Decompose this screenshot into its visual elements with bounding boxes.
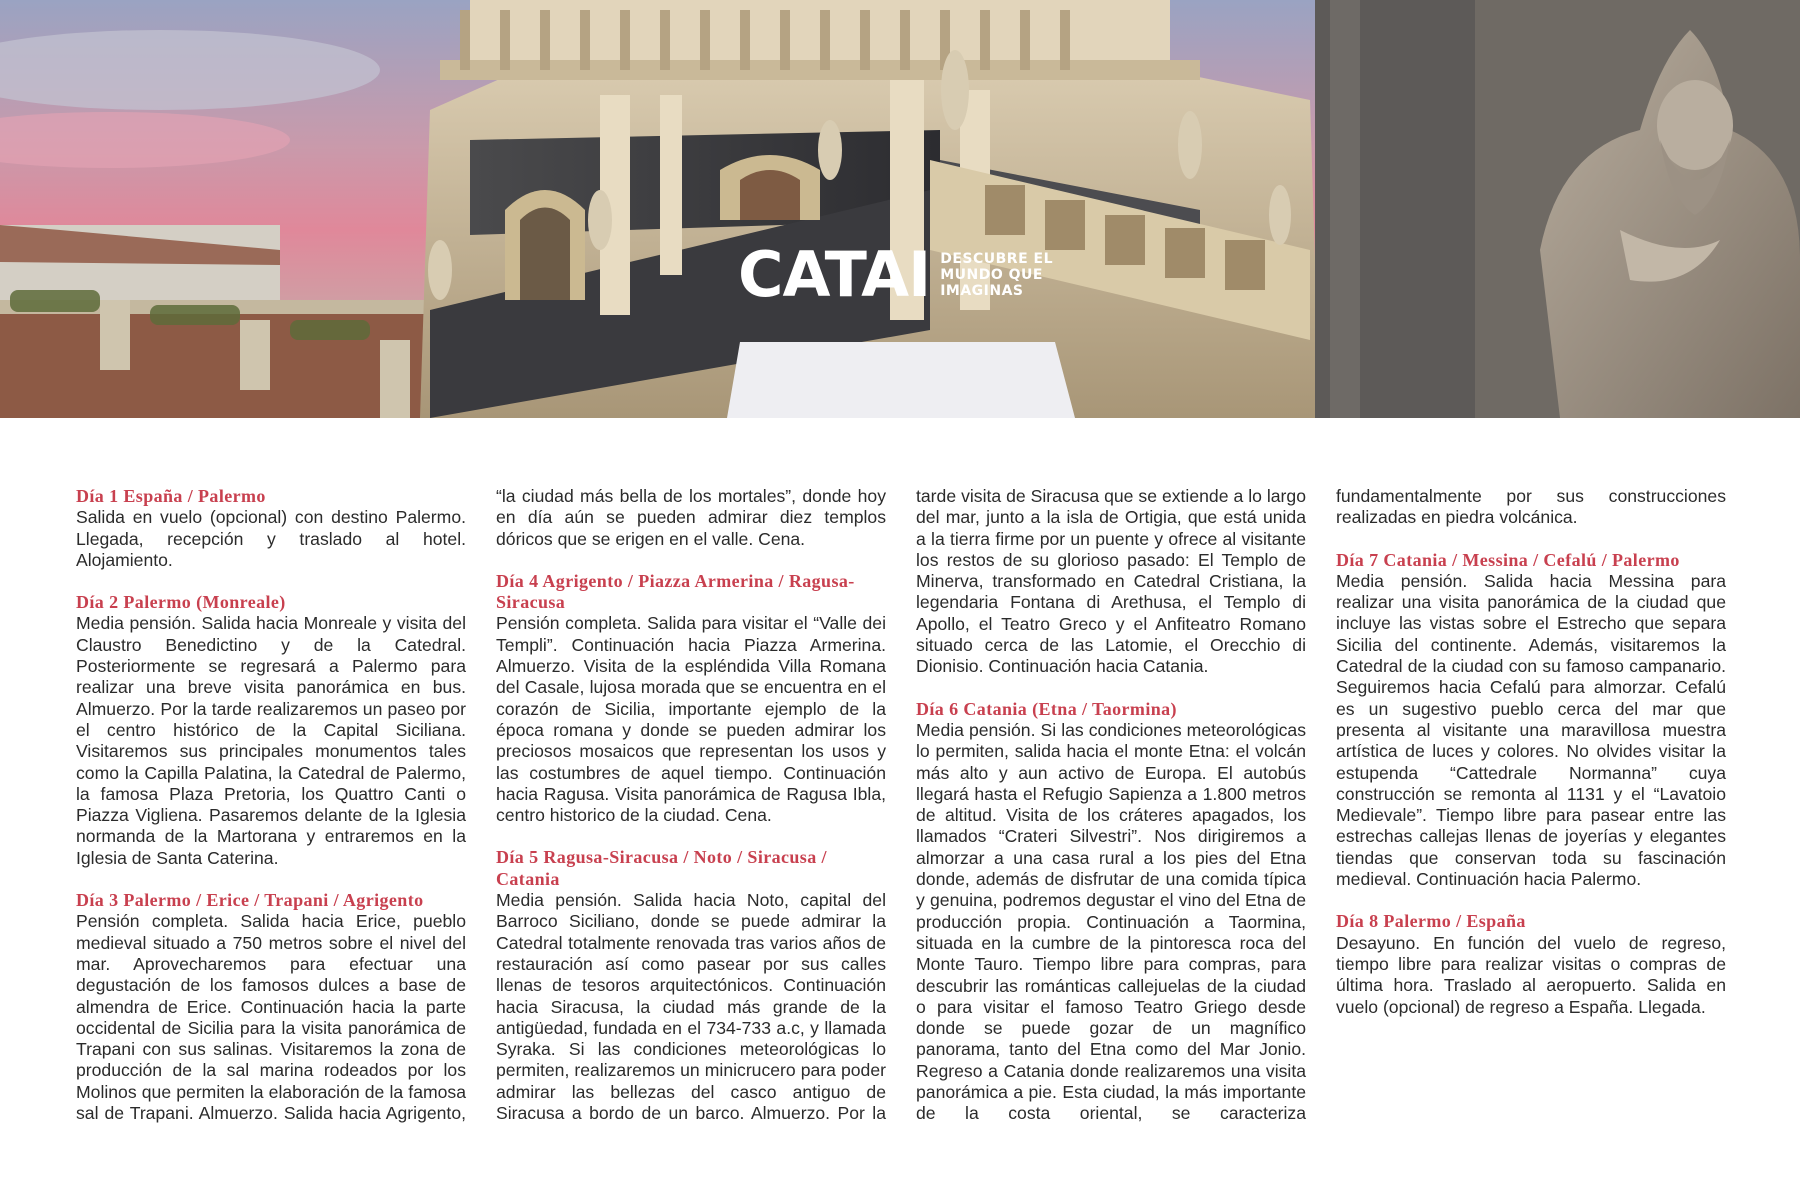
itinerary-day: [1336, 550, 1726, 891]
itinerary-columns: [76, 486, 1726, 1136]
day-description: Media pensión. Salida hacia Monreale y visita del Claustro Benedictino y de la Catedral. Posteriormente se regresará a Palermo para realizar una breve visita panorámica en bus. Almuerzo. Por la tarde realizaremos un paseo por el centro histórico de la Capital Siciliana. Visitaremos sus principales monumentos tales como la Capilla Palatina, la Catedral de Palermo, la famosa Plaza Pretoria, los Quattro Canti o Piazza Vigliena. Pasaremos delante de la Iglesia normanda de la Martorana y entraremos en la Iglesia de Santa Caterina.: [76, 613, 466, 868]
day-description: Pensión completa. Salida hacia Erice, pueblo medieval situado a 750 metros sobre el nivel del mar. Aprovecharemos para efectuar una degustación de los famosos dulces a base de almendra de Erice. Continuación hacia la parte occidental de Sicilia para la visita panorámica de Trapani con sus salinas. Visitaremos la zona de producción de la sal marina rodeados por los Molinos que permiten la elaboración de la famosa sal de Trapani. Almuerzo. Salida hacia Agrigento, “la ciudad más bella de los mortales”, donde hoy en día aún se pueden admirar diez templos dóricos que se erigen en el valle. Cena.: [76, 486, 886, 1124]
brand-tagline: [940, 251, 1053, 299]
itinerary-day: [76, 592, 466, 869]
day-title: Día 1 España / Palermo: [76, 486, 266, 506]
day-description: Pensión completa. Salida para visitar el “Valle dei Templi”. Continuación hacia Piazza Armerina. Almuerzo. Visita de la espléndida Villa Romana del Casale, lujosa morada que se encuentra en el corazón de Sicilia, importante ejemplo de la época romana y donde se pueden admirar los preciosos mosaicos que representan los usos y las costumbres de aquel tiempo. Continuación hacia Ragusa. Visita panorámica de Ragusa Ibla, centro historico de la ciudad. Cena.: [496, 613, 886, 826]
cathedral-illustration: [0, 0, 1800, 418]
day-title: Día 4 Agrigento / Piazza Armerina / Ragusa-Siracusa: [496, 570, 855, 613]
day-description: Salida en vuelo (opcional) con destino Palermo. Llegada, recepción y traslado al hotel. Alojamiento.: [76, 507, 466, 570]
tagline-line: DESCUBRE EL: [940, 251, 1053, 267]
itinerary-day: [496, 571, 886, 827]
header-photo: [0, 0, 1800, 418]
day-title: Día 7 Catania / Messina / Cefalú / Palermo: [1336, 549, 1680, 570]
day-title: Día 2 Palermo (Monreale): [76, 592, 286, 613]
itinerary-day: [1336, 911, 1726, 1017]
day-description: Desayuno. En función del vuelo de regreso, tiempo libre para realizar visitas o compras de última hora. Traslado al aeropuerto. Salida en vuelo (opcional) de regreso a España. Llegada.: [1336, 932, 1726, 1017]
day-title: Día 6 Catania (Etna / Taormina): [916, 698, 1177, 719]
brand-name: CATAI: [738, 238, 931, 311]
day-description: Media pensión. Salida hacia Noto, capital del Barroco Siciliano, donde se puede admirar la Catedral totalmente renovada tras varios años de restauración así como pasear por sus calles llenas de tesoros arquitectónicos. Continuación hacia Siracusa, la ciudad más grande de la antigüedad, fundada en el 734-733 a.c, y llamada Syraka. Si las condiciones meteorológicas lo permiten, realizaremos un minicrucero para poder admirar las bellezas del casco antiguo de Siracusa a bordo de un barco. Almuerzo. Por la tarde visita de Siracusa que se extiende a lo largo del mar, junto a la isla de Ortigia, que está unida a la tierra firme por un puente y ofrece al visitante los restos de su glorioso pasado: El Templo de Minerva, transformado en Catedral Cristiana, la legendaria Fontana di Arethusa, el Templo di Apollo, el Teatro Greco y el Anfiteatro Romano situado cerca de las Latomie, el Orecchio di Dionisio. Continuación hacia Catania.: [496, 486, 1306, 1124]
day-title: Día 5 Ragusa-Siracusa / Noto / Siracusa / Catania: [496, 847, 827, 889]
tagline-line: IMAGINAS: [940, 283, 1024, 299]
day-title: Día 8 Palermo / España: [1336, 911, 1526, 932]
tagline-line: MUNDO QUE: [940, 267, 1043, 283]
day-description: Media pensión. Salida hacia Messina para realizar una visita panorámica de la ciudad que incluye las vistas sobre el Estrecho que separa Sicilia del continente. Además, visitaremos la Catedral de la ciudad con su famoso campanario. Seguiremos hacia Cefalú para almorzar. Cefalú es un sugestivo pueblo cerca del mar que presenta al visitante una maravillosa muestra artística de luces y colores. No olvides visitar la estupenda “Cattedrale Normanna” cuya construcción se remonta al 1131 y el “Lavatoio Medievale”. Tiempo libre para pasear entre las estrechas callejas llenas de joyerías y elegantes tiendas que conservan toda su fascinación medieval. Continuación hacia Palermo.: [1336, 570, 1726, 890]
catai-logo: [738, 240, 1053, 310]
itinerary-day: [76, 486, 466, 571]
day-description: Media pensión. Si las condiciones meteorológicas lo permiten, salida hacia el monte Etna: el volcán más alto y aun activo de Europa. El autobús llegará hasta el Refugio Sapienza a 1.800 metros de altitud. Visita de los cráteres apagados, los llamados “Crateri Silvestri”. Nos dirigiremos a almorzar a una casa rural a los pies del Etna donde, además de disfrutar de una comida típica y genuina, podremos degustar el vino del Etna de producción propia. Continuación a Taormina, situada en la cumbre de la pintoresca roca del Monte Tauro. Tiempo libre para compras, para descubrir las románticas callejuelas de la ciudad o para visitar el famoso Teatro Griego desde donde se puede gozar de un magnífico panorama, tanto del Etna como del Mar Jonio. Regreso a Catania donde realizaremos una visita panorámica a pie. Esta ciudad, la más importante de la costa oriental, se caracteriza fundamentalmente por sus construcciones realizadas en piedra volcánica.: [916, 486, 1726, 1124]
day-title: Día 3 Palermo / Erice / Trapani / Agrigento: [76, 890, 424, 911]
